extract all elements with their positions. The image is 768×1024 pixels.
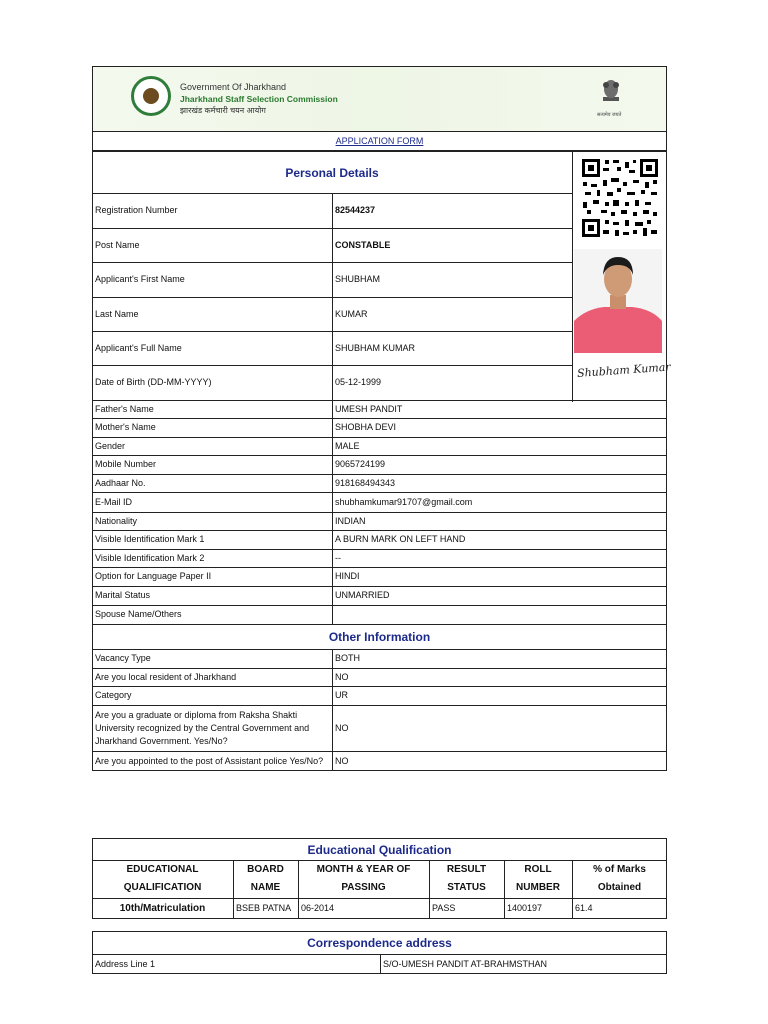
col-roll: ROLL NUMBER <box>516 864 560 893</box>
mother-name-label: Mother's Name <box>95 422 156 432</box>
col-month-year: MONTH & YEAR OF PASSING <box>316 864 411 893</box>
applicant-signature: Shubham Kumar <box>576 360 671 380</box>
spouse-value <box>332 605 572 624</box>
id-mark1-label: Visible Identification Mark 1 <box>95 534 205 544</box>
header-line2: Jharkhand Staff Selection Commission <box>180 94 338 104</box>
language-value: HINDI <box>335 571 360 581</box>
gender-label: Gender <box>95 440 126 451</box>
first-name-label: Applicant's First Name <box>95 274 185 284</box>
header-line3: झारखंड कर्मचारी चयन आयोग <box>180 106 266 115</box>
applicant-photo <box>574 249 662 353</box>
mobile-label: Mobile Number <box>95 459 157 469</box>
edu-board-value: BSEB PATNA <box>236 903 292 913</box>
qr-code-icon <box>581 158 659 238</box>
id-mark2-value: -- <box>335 552 341 563</box>
dob-value: 05-12-1999 <box>335 377 382 387</box>
father-name-label: Father's Name <box>95 403 154 414</box>
id-mark2-label: Visible Identification Mark 2 <box>95 552 205 563</box>
other-info-heading: Other Information <box>328 630 431 644</box>
edu-marks-value: 61.4 <box>575 903 593 913</box>
emblem-icon <box>600 77 622 107</box>
local-resident-label: Are you local resident of Jharkhand <box>95 671 237 682</box>
col-marks: % of Marks Obtained <box>593 864 646 893</box>
asst-police-value: NO <box>335 755 349 766</box>
edu-result-value: PASS <box>432 903 456 913</box>
last-name-value: KUMAR <box>335 308 368 319</box>
col-board: BOARD NAME <box>247 864 284 893</box>
last-name-label: Last Name <box>95 308 139 319</box>
personal-details-heading: Personal Details <box>285 166 379 180</box>
gender-value: MALE <box>335 440 360 451</box>
address-heading: Correspondence address <box>307 936 452 950</box>
nationality-value: INDIAN <box>335 515 366 526</box>
form-title-bar <box>92 131 667 151</box>
post-name-value: CONSTABLE <box>335 239 391 250</box>
dob-label: Date of Birth (DD-MM-YYYY) <box>95 377 212 387</box>
asst-police-label: Are you appointed to the post of Assistant police Yes/No? <box>95 755 324 766</box>
raksha-shakti-value: NO <box>335 722 349 733</box>
jssc-logo-icon <box>131 76 171 116</box>
spouse-label: Spouse Name/Others <box>95 609 182 619</box>
edu-qualification-value: 10th/Matriculation <box>119 903 206 914</box>
mother-name-value: SHOBHA DEVI <box>335 422 397 432</box>
id-mark1-value: A BURN MARK ON LEFT HAND <box>335 534 466 544</box>
marital-label: Marital Status <box>95 590 151 600</box>
col-result: RESULT STATUS <box>446 864 487 893</box>
post-name-label: Post Name <box>95 239 140 250</box>
col-qualification: EDUCATIONAL QUALIFICATION <box>123 864 202 893</box>
header-line1: Government Of Jharkhand <box>180 82 287 92</box>
category-label: Category <box>95 690 132 700</box>
full-name-value: SHUBHAM KUMAR <box>335 342 416 353</box>
marital-value: UNMARRIED <box>335 590 390 600</box>
language-label: Option for Language Paper II <box>95 571 212 581</box>
full-name-label: Applicant's Full Name <box>95 342 182 353</box>
nationality-label: Nationality <box>95 515 138 526</box>
form-title: APPLICATION FORM <box>335 136 424 146</box>
reg-number-label: Registration Number <box>95 205 178 215</box>
raksha-shakti-label: Are you a graduate or diploma from Raksha Shakti University recognized by the Central Government and Jharkhand Government. Yes/No? <box>95 709 310 746</box>
emblem-caption: सत्यमेव जयते <box>597 112 622 118</box>
mobile-value: 9065724199 <box>335 459 386 469</box>
category-value: UR <box>335 690 348 700</box>
email-label: E-Mail ID <box>95 496 133 507</box>
header-banner <box>92 66 667 132</box>
aadhaar-label: Aadhaar No. <box>95 477 146 488</box>
edu-month-year-value: 06-2014 <box>301 903 335 913</box>
email-value: shubhamkumar91707@gmail.com <box>335 496 473 507</box>
first-name-value: SHUBHAM <box>335 274 381 284</box>
edu-roll-value: 1400197 <box>507 903 543 913</box>
address-line1-value: S/O-UMESH PANDIT AT-BRAHMSTHAN <box>383 958 548 969</box>
father-name-value: UMESH PANDIT <box>335 403 403 414</box>
address-line1-label: Address Line 1 <box>95 958 156 969</box>
vacancy-type-value: BOTH <box>335 653 361 663</box>
local-resident-value: NO <box>335 671 349 682</box>
vacancy-type-label: Vacancy Type <box>95 653 151 663</box>
aadhaar-value: 918168494343 <box>335 477 396 488</box>
reg-number-value: 82544237 <box>335 205 376 215</box>
education-heading: Educational Qualification <box>307 842 452 857</box>
